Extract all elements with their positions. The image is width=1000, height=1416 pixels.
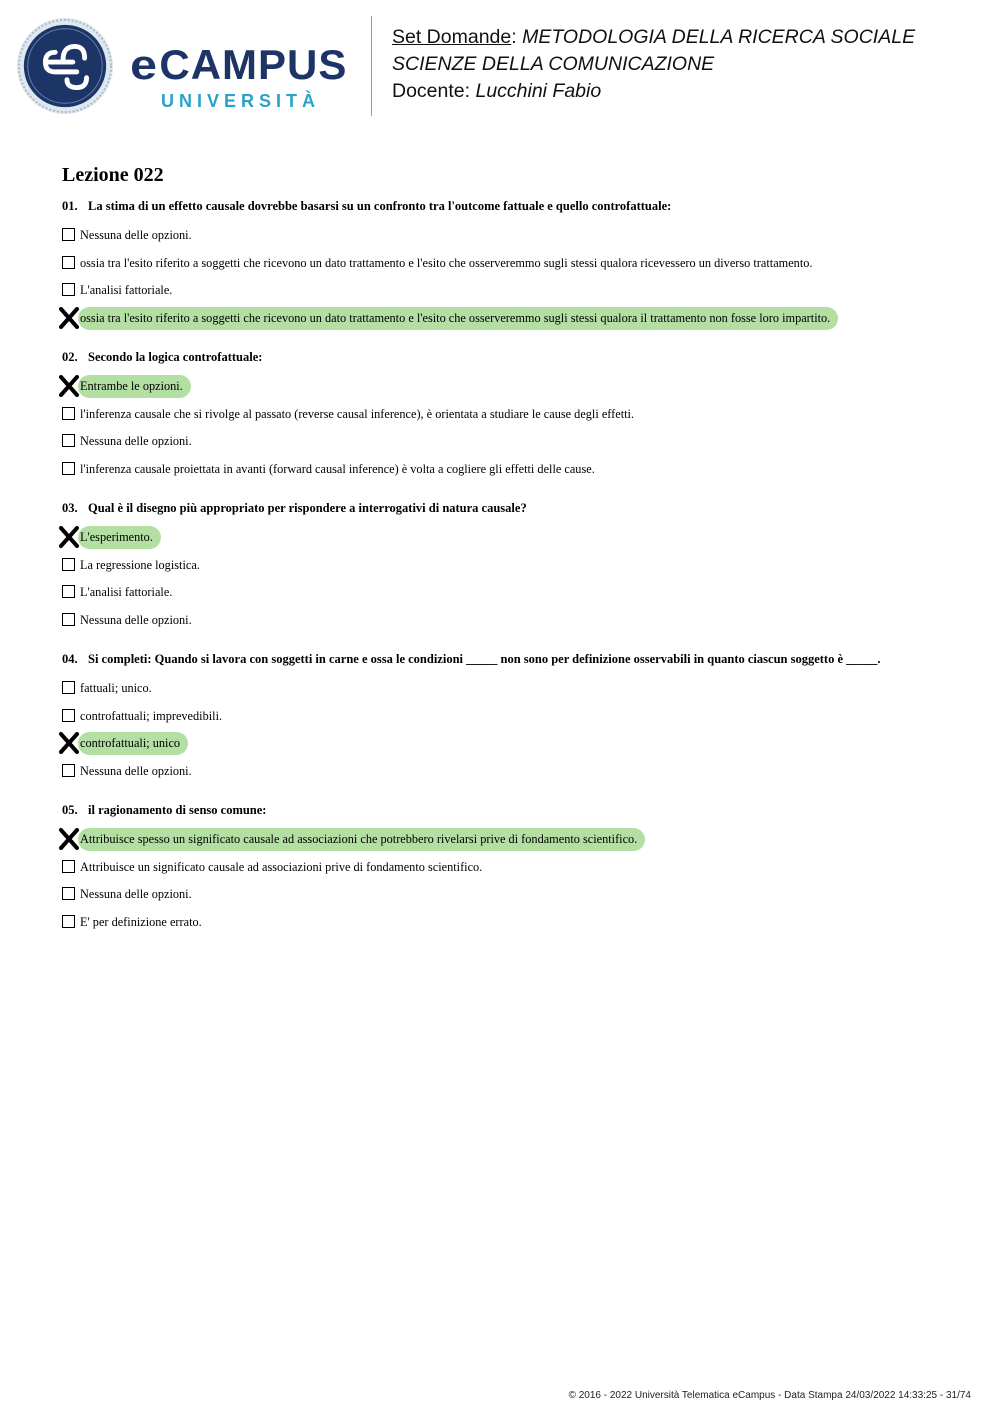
checkbox[interactable] [62, 613, 75, 626]
checkbox[interactable] [62, 915, 75, 928]
question-number: 05. [62, 803, 78, 817]
question-text: Secondo la logica controfattuale: [88, 350, 263, 364]
answer-text: Nessuna delle opzioni. [80, 764, 192, 778]
question-number: 02. [62, 350, 78, 364]
answer-text: Nessuna delle opzioni. [80, 228, 192, 242]
correct-answer-text: Attribuisce spesso un significato causale ad associazioni che potrebbero rivelarsi prive di fondamento scientifico. [78, 828, 645, 851]
checkbox[interactable] [62, 558, 75, 571]
checkbox[interactable] [62, 407, 75, 420]
question-title [62, 199, 671, 214]
course-title: METODOLOGIA DELLA RICERCA SOCIALE [522, 26, 916, 48]
answer-text: l'inferenza causale che si rivolge al passato (reverse causal inference), è orientata a studiare le cause degli effetti. [80, 407, 635, 421]
x-mark-icon [59, 828, 79, 850]
correct-answer-text: controfattuali; unico [78, 732, 188, 755]
universita-wordmark: UNIVERSITÀ [161, 91, 321, 111]
question-title [62, 803, 266, 818]
checkbox-checked[interactable] [62, 832, 75, 845]
answer-text: La regressione logistica. [80, 558, 200, 572]
checkbox-checked[interactable] [62, 379, 75, 392]
answer-text: E' per definizione errato. [80, 915, 202, 929]
checkbox[interactable] [62, 709, 75, 722]
checkbox[interactable] [62, 681, 75, 694]
question-title [62, 350, 262, 365]
question-text: La stima di un effetto causale dovrebbe basarsi su un confronto tra l'outcome fattuale e quello controfattuale: [88, 199, 672, 213]
page-header [0, 0, 1000, 130]
answer-text: L'analisi fattoriale. [80, 585, 173, 599]
checkbox-checked[interactable] [62, 530, 75, 543]
question-title [62, 652, 881, 667]
answer-text: L'analisi fattoriale. [80, 283, 173, 297]
correct-answer-text: Entrambe le opzioni. [78, 375, 191, 398]
checkbox[interactable] [62, 764, 75, 777]
correct-answer-text: ossia tra l'esito riferito a soggetti che ricevono un dato trattamento e l'esito che osserveremmo sugli stessi qualora il trattamento non fosse loro impartito. [78, 307, 838, 330]
checkbox[interactable] [62, 887, 75, 900]
question-text: Qual è il disegno più appropriato per rispondere a interrogativi di natura causale? [88, 501, 527, 515]
question-number: 04. [62, 652, 78, 666]
question-number: 01. [62, 199, 78, 213]
ecampus-seal-logo [16, 17, 114, 115]
lesson-title: Lezione 022 [62, 164, 164, 186]
checkbox[interactable] [62, 860, 75, 873]
x-mark-icon [59, 732, 79, 754]
answer-text: Nessuna delle opzioni. [80, 434, 192, 448]
question-text: Si completi: Quando si lavora con soggetti in carne e ossa le condizioni _____ non sono per definizione osservabili in quanto ciascun soggetto è _____. [88, 652, 881, 666]
checkbox[interactable] [62, 462, 75, 475]
set-domande-label: Set Domande [392, 26, 512, 48]
checkbox-checked[interactable] [62, 311, 75, 324]
question-title [62, 501, 527, 516]
header-course-info: Set Domande: METODOLOGIA DELLA RICERCA SOCIALE SCIENZE DELLA COMUNICAZIONE Docente: Lucchini Fabio [392, 26, 916, 102]
ecampus-wordmark: eCAMPUS [130, 41, 348, 88]
answer-text: controfattuali; imprevedibili. [80, 709, 223, 723]
teacher-label: Docente: [392, 80, 476, 102]
checkbox[interactable] [62, 256, 75, 269]
answer-text: fattuali; unico. [80, 681, 152, 695]
x-mark-icon [59, 307, 79, 329]
x-mark-icon [59, 526, 79, 548]
answer-text: ossia tra l'esito riferito a soggetti che ricevono un dato trattamento e l'esito che osserveremmo sugli stessi qualora ricevessero un diverso trattamento. [80, 256, 813, 270]
course-degree: SCIENZE DELLA COMUNICAZIONE [392, 53, 715, 75]
checkbox[interactable] [62, 434, 75, 447]
correct-answer-text: L'esperimento. [78, 526, 161, 549]
teacher-name: Lucchini Fabio [475, 80, 602, 102]
checkbox[interactable] [62, 228, 75, 241]
answer-text: Nessuna delle opzioni. [80, 887, 192, 901]
answer-text: Nessuna delle opzioni. [80, 613, 192, 627]
page-footer: © 2016 - 2022 Università Telematica eCampus - Data Stampa 24/03/2022 14:33:25 - 31/74 [568, 1390, 971, 1401]
checkbox-checked[interactable] [62, 736, 75, 749]
answer-text: l'inferenza causale proiettata in avanti (forward causal inference) è volta a cogliere gli effetti delle cause. [80, 462, 595, 476]
question-text: il ragionamento di senso comune: [88, 803, 267, 817]
answer-text: Attribuisce un significato causale ad associazioni prive di fondamento scientifico. [80, 860, 483, 874]
x-mark-icon [59, 375, 79, 397]
checkbox[interactable] [62, 585, 75, 598]
checkbox[interactable] [62, 283, 75, 296]
header-divider [371, 16, 372, 116]
question-number: 03. [62, 501, 78, 515]
